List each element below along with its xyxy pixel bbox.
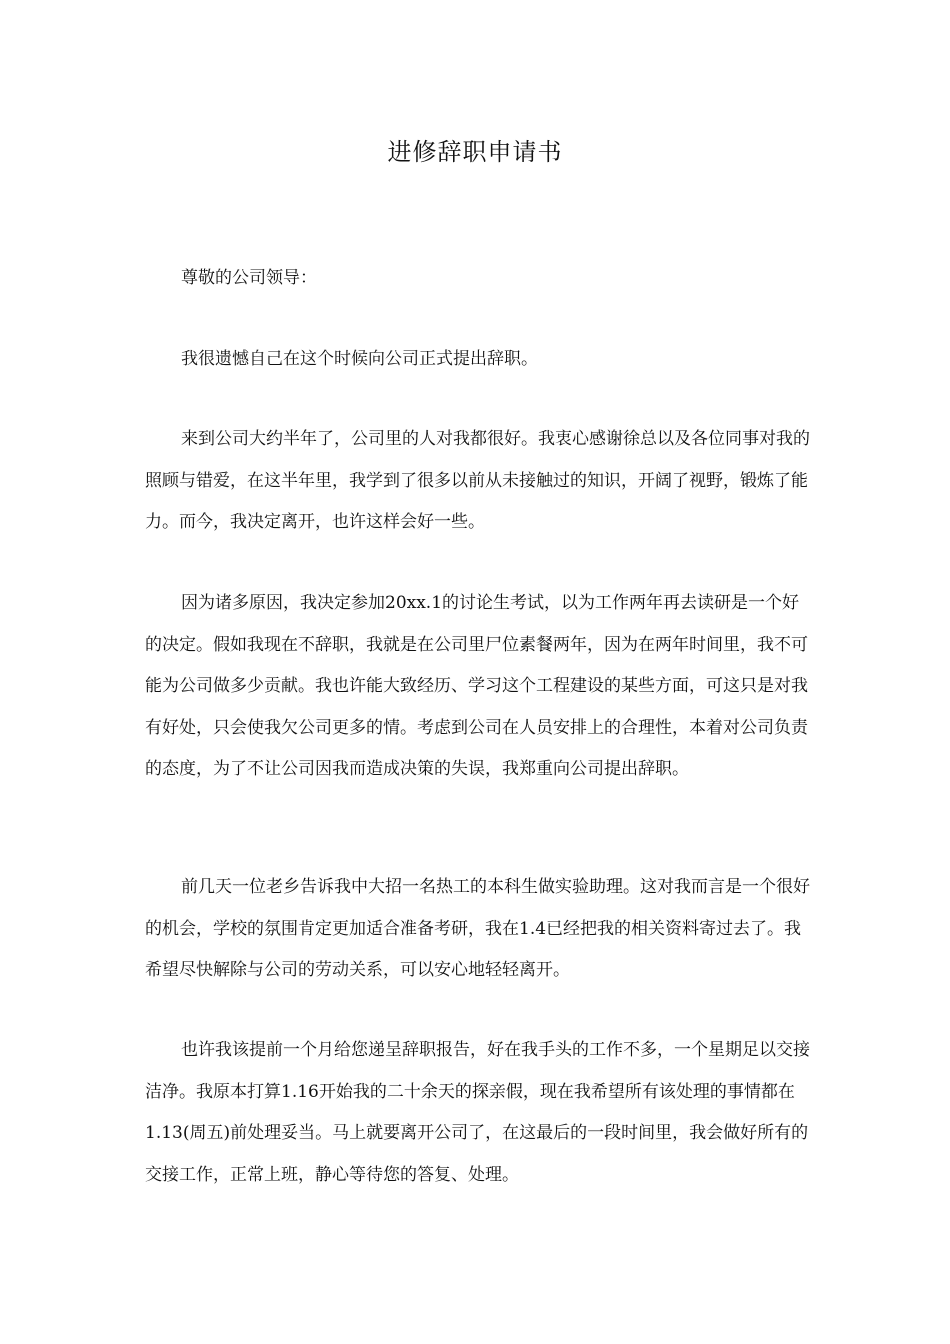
paragraph-block-4 (145, 867, 810, 992)
paragraph-block-5 (145, 1030, 810, 1196)
salutation-block (145, 258, 810, 300)
paragraph-1: 我很遗憾自己在这个时候向公司正式提出辞职。 (181, 349, 538, 369)
paragraph-block-2 (145, 419, 810, 544)
paragraph-2: 来到公司大约半年了，公司里的人对我都很好。我衷心感谢徐总以及各位同事对我的照顾与错爱，在这半年里，我学到了很多以前从未接触过的知识，开阔了视野，锻炼了能力。而今，我决定离开，也许这样会好一些。 (145, 429, 810, 532)
document-title: 进修辞职申请书 (387, 138, 563, 166)
salutation: 尊敬的公司领导： (181, 268, 317, 288)
paragraph-3: 因为诸多原因，我决定参加20xx.1的讨论生考试，以为工作两年再去读研是一个好的决定。假如我现在不辞职，我就是在公司里尸位素餐两年，因为在两年时间里，我不可能为公司做多少贡献。我也许能大致经历、学习这个工程建设的某些方面，可这只是对我有好处，只会使我欠公司更多的情。考虑到公司在人员安排上的合理性，本着对公司负责的态度，为了不让公司因我而造成决策的失误，我郑重向公司提出辞职。 (145, 593, 808, 779)
paragraph-5: 也许我该提前一个月给您递呈辞职报告，好在我手头的工作不多，一个星期足以交接洁净。我原本打算1.16开始我的二十余天的探亲假，现在我希望所有该处理的事情都在1.13(周五)前处理妥当。马上就要离开公司了，在这最后的一段时间里，我会做好所有的交接工作，正常上班，静心等待您的答复、处理。 (145, 1040, 810, 1185)
paragraph-4: 前几天一位老乡告诉我中大招一名热工的本科生做实验助理。这对我而言是一个很好的机会，学校的氛围肯定更加适合准备考研，我在1.4已经把我的相关资料寄过去了。我希望尽快解除与公司的劳动关系，可以安心地轻轻离开。 (145, 877, 810, 980)
paragraph-block-1 (145, 339, 810, 381)
paragraph-block-3 (145, 583, 810, 791)
